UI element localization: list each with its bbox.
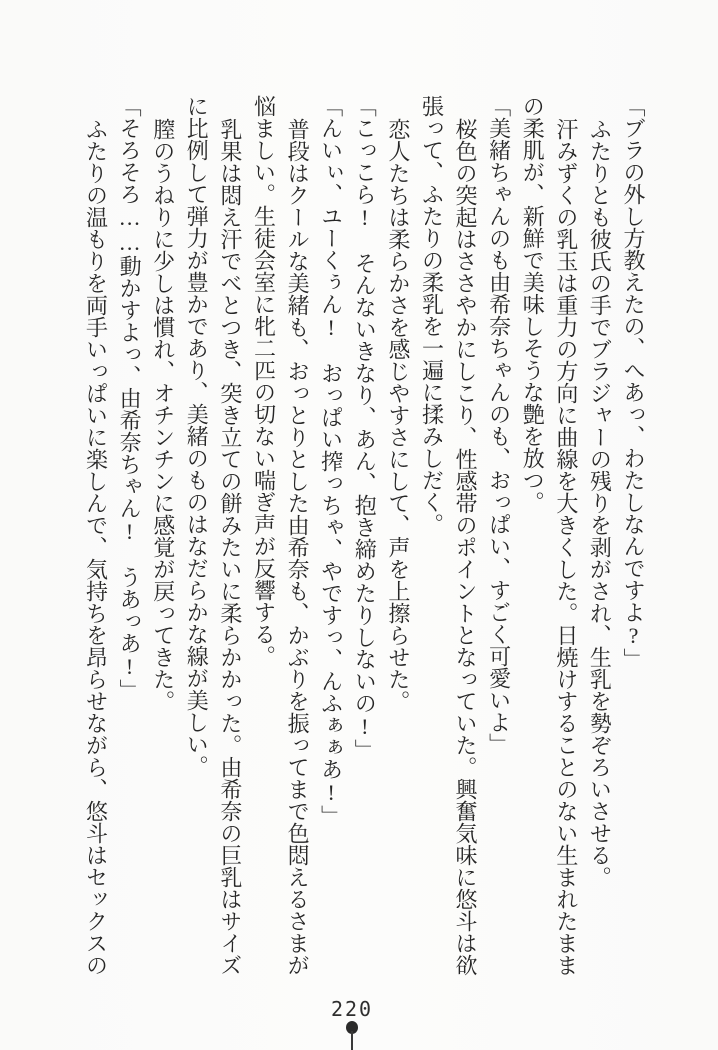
text-line: 膣のうねりに少しは慣れ、オチンチンに感覚が戻ってきた。 (150, 118, 176, 712)
text-line: 普段はクールな美緒も、おっとりとした由希奈も、かぶりを振ってまで色悶えるさまが (285, 118, 311, 976)
text-line: 「美緒ちゃんのも由希奈ちゃんのも、おっぱい、すごく可愛いよ」 (486, 95, 512, 755)
vertical-text-block (79, 95, 650, 976)
text-line: 汗みずくの乳玉は重力の方向に曲線を大きくした。日焼けすることのない生まれたまま (553, 118, 579, 976)
binding-pin-line (351, 1031, 353, 1050)
text-line: 乳果は悶え汗でべとつき、突き立ての餅みたいに柔らかかった。由希奈の巨乳はサイズ (217, 118, 243, 976)
text-line: 桜色の突起はささやかにしこり、性感帯のポイントとなっていた。興奮気味に悠斗は欲 (453, 118, 479, 976)
text-line: に比例して弾力が豊かであり、美緒のものはなだらかな線が美しい。 (184, 95, 210, 777)
text-line: 「そろそろ……動かすよっ、由希奈ちゃん! うあっあ!」 (117, 95, 143, 701)
text-line: 「んいぃ、ユーくぅん! おっぱい搾っちゃ、やですっ、んふぁぁあ!」 (318, 95, 344, 827)
text-line: ふたりの温もりを両手いっぱいに楽しんで、気持ちを昂らせながら、悠斗はセックスの (83, 118, 109, 976)
text-line: 恋人たちは柔らかさを感じやすさにして、声を上擦らせた。 (385, 118, 411, 712)
text-line: の柔肌が、新鮮で美味しそうな艶を放つ。 (520, 95, 546, 513)
text-line: 「こっこら! そんないきなり、あん、抱き締めたりしないの!」 (352, 95, 378, 761)
text-line: 悩ましい。生徒会室に牝二匹の切ない喘ぎ声が反響する。 (251, 95, 277, 667)
text-line: 張って、ふたりの柔乳を一遍に揉みしだく。 (419, 95, 445, 535)
text-line: ふたりとも彼氏の手でブラジャーの残りを剥がされ、生乳を勢ぞろいさせる。 (587, 118, 613, 888)
text-line: 「ブラの外し方教えたの、へあっ、わたしなんですよ?」 (621, 95, 646, 670)
page-number: 220 (330, 997, 374, 1021)
